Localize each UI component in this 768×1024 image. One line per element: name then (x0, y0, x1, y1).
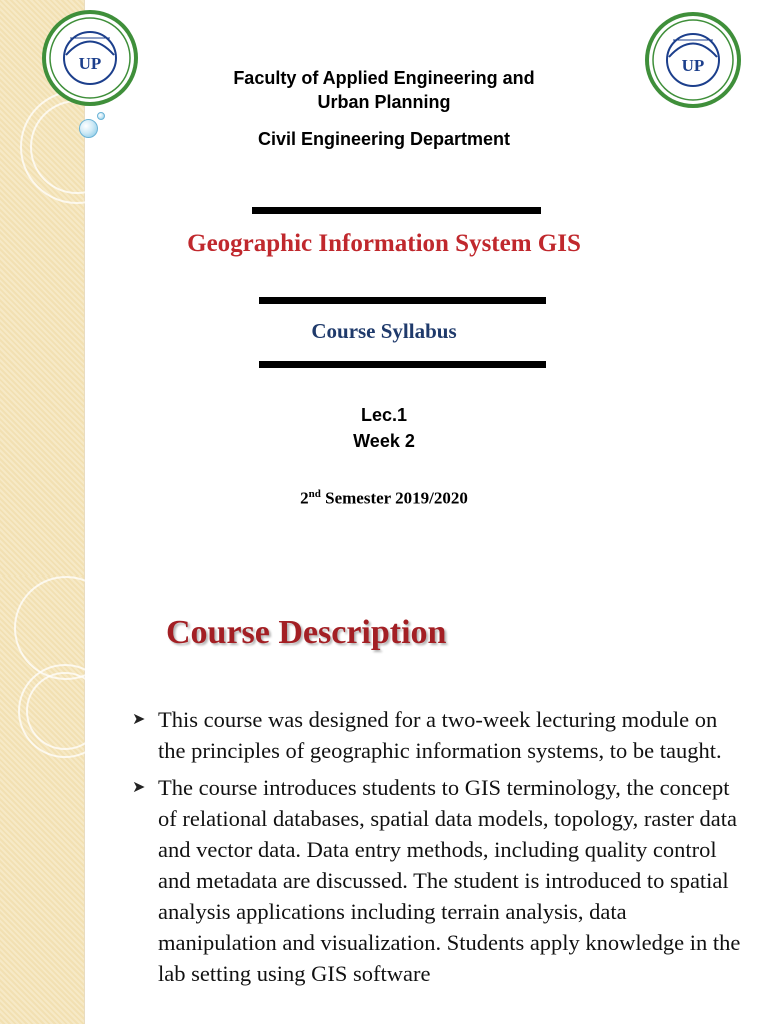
decorative-sidebar (0, 576, 85, 1024)
semester-text: Semester 2019/2020 (320, 488, 468, 508)
list-item (132, 772, 742, 989)
divider-bar (259, 297, 546, 304)
list-item (132, 704, 742, 766)
section-title: Course Description (166, 614, 447, 651)
course-subtitle: Course Syllabus (311, 319, 457, 343)
arrow-bullet-icon: ➤ (132, 711, 146, 728)
decorative-bubble (97, 112, 105, 120)
divider-bar (252, 207, 541, 214)
semester-label (146, 488, 622, 509)
faculty-line-1: Faculty of Applied Engineering and (233, 68, 535, 88)
lecture-info (146, 402, 622, 454)
description-slide (0, 576, 768, 1024)
department-heading: Civil Engineering Department (257, 129, 511, 149)
faculty-line-2: Urban Planning (317, 92, 451, 112)
semester-number: 2 (300, 488, 309, 508)
svg-text:UP: UP (78, 54, 102, 73)
decorative-bubble (79, 119, 98, 138)
university-logo-left (40, 8, 140, 108)
svg-text:UP: UP (681, 56, 705, 75)
decorative-ring (30, 100, 124, 194)
course-title: Geographic Information System GIS (187, 230, 581, 257)
list-item-text: This course was designed for a two-week lecturing module on the principles of geographic information systems, to be taught. (158, 707, 722, 763)
description-list (132, 704, 742, 995)
arrow-bullet-icon: ➤ (132, 779, 146, 796)
decorative-ring (26, 672, 104, 750)
semester-suffix: nd (308, 488, 321, 500)
lecture-number: Lec.1 (360, 405, 408, 425)
university-logo-right (643, 10, 743, 110)
faculty-heading (146, 66, 622, 114)
list-item-text: The course introduces students to GIS terminology, the concept of relational databases, spatial data models, topology, raster data and vector data. Data entry methods, including quality control and metadata are discussed. The student is introduced to spatial analysis applications including terrain analysis, data manipulation and visualization. Students apply knowledge in the lab setting using GIS software (158, 775, 741, 986)
divider-bar (259, 361, 546, 368)
week-number: Week 2 (353, 431, 415, 451)
